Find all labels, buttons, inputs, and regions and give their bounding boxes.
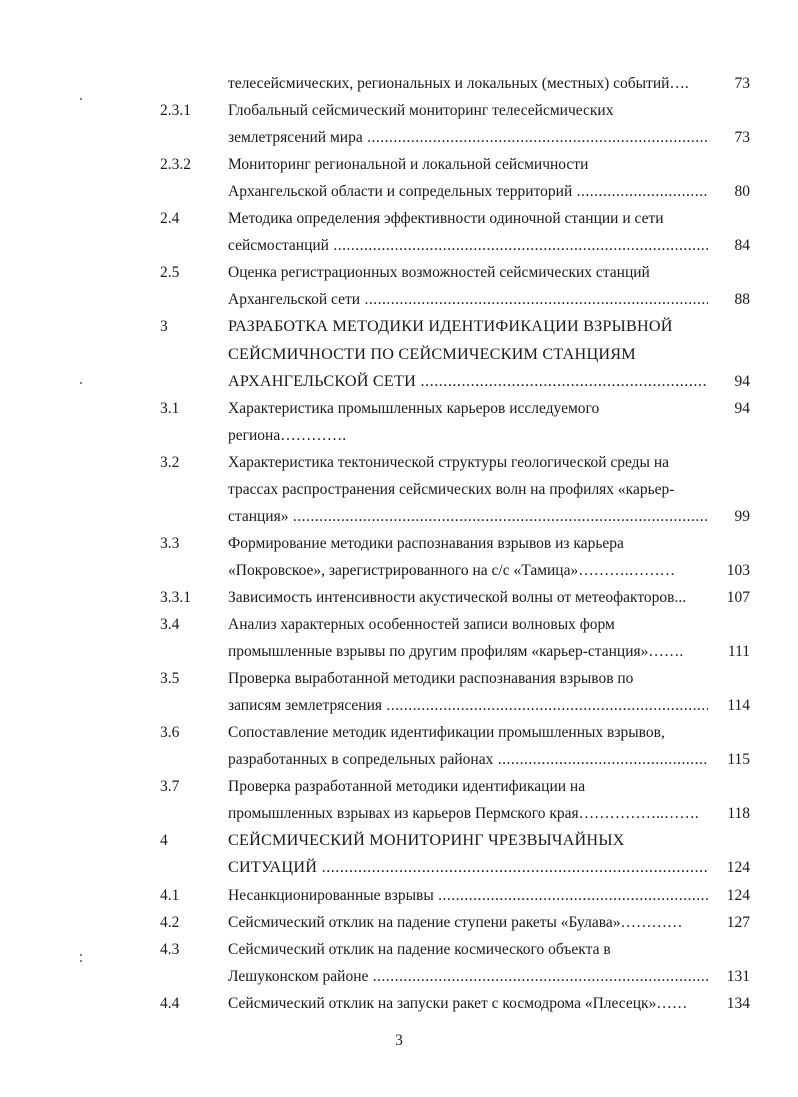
toc-entry [0,205,798,232]
toc-entry-page: 80 [734,183,750,201]
toc-entry [0,395,798,422]
toc-entry-number: 4.3 [160,940,180,958]
toc-entry-title-text: промышленных взрывах из карьеров Пермского края……………..……. [228,805,699,823]
toc-entry-number: 4 [160,832,168,850]
toc-entry [0,773,798,800]
toc-entry-title-text: станция» ..... [228,508,708,525]
toc-entry-title [228,232,708,259]
toc-entry-number: 3.6 [160,724,180,742]
toc-entry-title-text: Зависимость интенсивности акустической волны от метеофакторов... [228,588,687,606]
toc-entry-title [228,178,708,205]
toc-entry-page: 73 [734,75,750,92]
toc-entry-number: 4.1 [160,886,180,904]
toc-entry-title [228,205,708,232]
toc-entry [0,70,798,97]
toc-entry-page: 99 [734,507,750,525]
toc-entry [0,124,798,151]
toc-entry-title [228,800,708,827]
toc-entry [0,232,798,259]
toc-entry [0,800,798,827]
toc-entry [0,286,798,313]
toc-entry-page: 94 [734,399,750,417]
toc-entry-number: 2.4 [160,210,180,228]
toc-entry-title [228,746,708,773]
toc-entry-title [228,395,708,422]
toc-entry-page: 124 [726,859,750,877]
toc-entry-title-text: Глобальный сейсмический мониторинг телесейсмических [228,102,614,120]
toc-entry-title-text: Проверка выработанной методики распознавания взрывов по [228,670,634,688]
toc-entry [0,990,798,1017]
toc-entry-title [228,692,708,719]
toc-entry-title [228,313,708,340]
toc-entry-title-text: РАЗРАБОТКА МЕТОДИКИ ИДЕНТИФИКАЦИИ ВЗРЫВНОЙ [228,317,673,336]
toc-entry-title [228,638,708,665]
toc-entry-title-text: СИТУАЦИЙ ..... [228,858,708,876]
toc-entry-title [228,368,708,395]
toc-entry-title-text: промышленные взрывы по другим профилям «карьер-станция»……. [228,643,684,661]
toc-entry-title [228,719,708,746]
toc-entry [0,341,798,368]
toc-entry-title-text: СЕЙСМИЧЕСКИЙ МОНИТОРИНГ ЧРЕЗВЫЧАЙНЫХ [228,831,625,850]
toc-entry [0,530,798,557]
toc-entry-page: 94 [734,372,750,390]
toc-entry-title [228,97,708,124]
toc-entry-title [228,70,708,97]
toc-entry-title [228,259,708,286]
toc-entry-number: 3.7 [160,778,180,796]
toc-entry-page: 73 [734,129,750,147]
toc-entry-title-text: Анализ характерных особенностей записи волновых форм [228,616,615,633]
toc-entry-number: 2.3.1 [160,102,191,120]
toc-entry-title [228,827,708,854]
toc-entry-title-text: Сопоставление методик идентификации промышленных взрывов, [228,724,665,742]
toc-entry-title [228,151,708,178]
toc-entry-number: 4.2 [160,913,180,931]
toc-entry-number: 3.4 [160,616,180,633]
toc-entry-title-text: Несанкционированные взрывы ..... [228,887,708,904]
toc-entry-number: 3 [160,318,168,336]
toc-entry-title [228,422,708,449]
toc-entry-title-text: Сейсмический отклик на падение космического объекта в [228,940,611,958]
toc-entry-page: 134 [726,994,750,1012]
toc-entry-title [228,530,708,557]
toc-entry [0,665,798,692]
toc-entry-title-text: сейсмостанций ..... [228,237,708,254]
toc-entry [0,449,798,476]
toc-entry [0,178,798,205]
toc-entry [0,719,798,746]
page-number: 3 [395,1032,403,1049]
toc-entry [0,882,798,909]
toc-entry [0,503,798,530]
scan-speck [80,98,82,100]
toc-entry-number: 3.3.1 [160,588,191,606]
toc-entry-title [228,882,708,909]
toc-entry [0,638,798,665]
toc-entry [0,97,798,124]
toc-entry-title [228,854,708,881]
toc-entry [0,368,798,395]
toc-entry [0,936,798,963]
toc-entry-title [228,665,708,692]
toc-entry-title [228,611,708,638]
toc-entry-title-text: Характеристика промышленных карьеров исследуемого [228,399,600,417]
toc-entry-title-text: региона…………. [228,426,347,444]
toc-entry-title [228,990,708,1017]
toc-entry-number: 3.1 [160,399,180,417]
toc-entry-page: 118 [727,805,750,823]
toc-entry-page: 124 [726,886,750,904]
toc-entry-page: 111 [727,643,750,661]
toc-entry [0,854,798,881]
toc-entry [0,963,798,990]
toc-entry-title-text: Мониторинг региональной и локальной сейсмичности [228,156,589,174]
toc-entry-title [228,963,708,990]
toc-entry-title [228,584,708,611]
toc-entry [0,313,798,340]
toc-entry-title-text: Методика определения эффективности одиночной станции и сети [228,210,664,228]
toc-entry-title-text: Сейсмический отклик на запуски ракет с космодрома «Плесецк»…… [228,994,688,1012]
toc-entry-title-text: Проверка разработанной методики идентификации на [228,778,586,796]
toc-entry-title-text: трассах распространения сейсмических волн на профилях «карьер- [228,480,675,498]
toc-entry-number: 3.5 [160,670,180,688]
toc-entry [0,422,798,449]
toc-entry-title [228,503,708,530]
toc-entry-title [228,909,708,936]
toc-entry [0,909,798,936]
toc-entry-page: 115 [727,751,750,769]
toc-entry-page: 114 [727,697,750,715]
toc-entry-title-text: АРХАНГЕЛЬСКОЙ СЕТИ ..... [228,372,708,390]
toc-entry [0,151,798,178]
toc-entry-title-text: СЕЙСМИЧНОСТИ ПО СЕЙСМИЧЕСКИМ СТАНЦИЯМ [228,344,636,363]
toc-entry-title [228,773,708,800]
toc-entry-title-text: Сейсмический отклик на падение ступени ракеты «Булава»………… [228,913,683,931]
toc-entry-title-text: Характеристика тектонической структуры геологической среды на [228,453,670,471]
toc-entry-title [228,476,708,503]
toc-entry-title-text: разработанных в сопредельных районах ..... [228,751,708,768]
toc-entry-title [228,341,708,368]
toc-entry [0,746,798,773]
toc-entry [0,692,798,719]
toc-entry-title-text: записям землетрясения ..... [228,697,708,714]
toc-entry-number: 2.3.2 [160,156,191,174]
toc-entry-page: 131 [726,967,750,985]
toc-entry-page: 88 [734,291,750,309]
toc-entry-title-text: Лешуконском районе ..... [228,968,708,985]
toc-entry-title-text: Архангельской сети ..... [228,291,708,308]
toc-entry-title-text: «Покровское», зарегистрированного на с/с «Тамица»……….……… [228,561,676,579]
scan-speck [80,954,82,956]
toc-entry-title-text: Формирование методики распознавания взрывов из карьера [228,534,624,552]
toc-entry-title-text: Оценка регистрационных возможностей сейсмических станций [228,264,650,282]
toc-entry [0,611,798,638]
toc-entry-page: 127 [726,913,750,931]
toc-entry-page: 103 [726,561,750,579]
scan-speck [80,960,82,962]
toc-entry-title [228,557,708,584]
toc-entry [0,476,798,503]
toc-entry-page: 107 [726,588,750,606]
toc-entry-title-text: Архангельской области и сопредельных территорий ..... [228,183,708,200]
scan-speck [80,382,82,384]
toc-entry-title [228,286,708,313]
toc-entry [0,827,798,854]
toc-entry-title-text: телесейсмических, региональных и локальных (местных) событий…. [228,75,689,92]
toc-entry-title [228,936,708,963]
toc-entry-title [228,449,708,476]
toc-entry-page: 84 [734,237,750,255]
toc-entry-number: 3.3 [160,534,180,552]
toc-entry-title [228,124,708,151]
toc-entry-title-text: землетрясений мира ..... [228,129,708,146]
toc-entry-number: 2.5 [160,264,180,282]
toc-entry [0,557,798,584]
toc-entry [0,584,798,611]
toc-entry [0,259,798,286]
toc-entry-number: 4.4 [160,994,180,1012]
toc-entry-number: 3.2 [160,453,180,471]
